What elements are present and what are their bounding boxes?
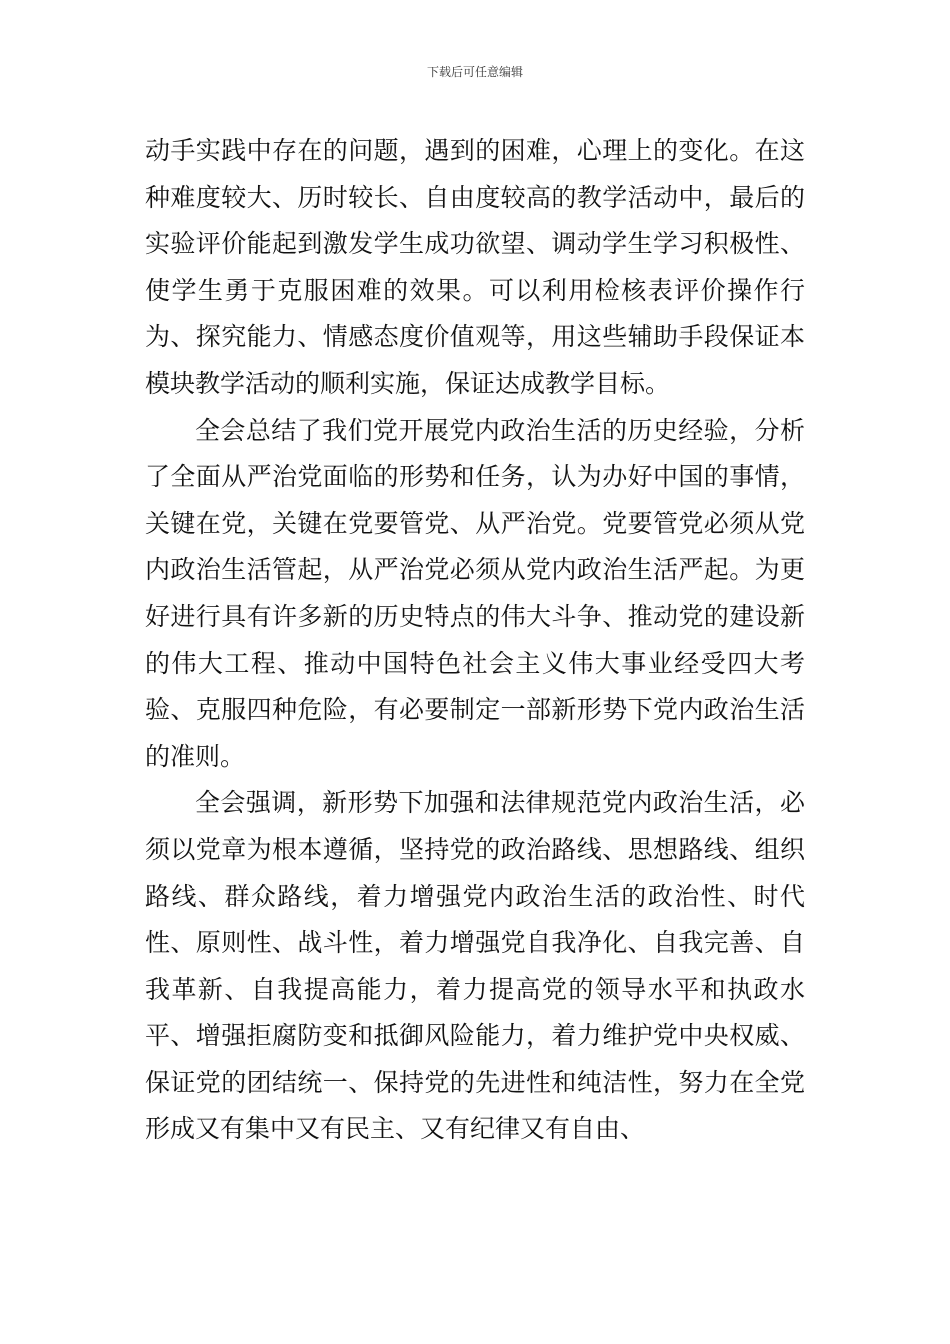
paragraph-continuation: 动手实践中存在的问题，遇到的困难，心理上的变化。在这种难度较大、历时较长、自由度较高的教学活动中，最后的实验评价能起到激发学生成功欲望、调动学生学习积极性、使学生勇于克服困难的效果。可以利用检核表评价操作行为、探究能力、情感态度价值观等，用这些辅助手段保证本模块教学活动的顺利实施，保证达成教学目标。 xyxy=(145,136,805,398)
paragraph-plenary-summary: 全会总结了我们党开展党内政治生活的历史经验，分析了全面从严治党面临的形势和任务，认为办好中国的事情，关键在党，关键在党要管党、从严治党。党要管党必须从党内政治生活管起，从严治党必须从党内政治生活严起。为更好进行具有许多新的历史特点的伟大斗争、推动党的建设新的伟大工程、推动中国特色社会主义伟大事业经受四大考验、克服四种危险，有必要制定一部新形势下党内政治生活的准则。 xyxy=(145,415,805,771)
paragraph-plenary-emphasis: 全会强调，新形势下加强和法律规范党内政治生活，必须以党章为根本遵循，坚持党的政治路线、思想路线、组织路线、群众路线，着力增强党内政治生活的政治性、时代性、原则性、战斗性，着力增强党自我净化、自我完善、自我革新、自我提高能力，着力提高党的领导水平和执政水平、增强拒腐防变和抵御风险能力，着力维护党中央权威、保证党的团结统一、保持党的先进性和纯洁性，努力在全党形成又有集中又有民主、又有纪律又有自由、 xyxy=(145,788,805,1144)
page-header: 下载后可任意编辑 xyxy=(426,65,523,79)
document-body xyxy=(145,128,805,1153)
